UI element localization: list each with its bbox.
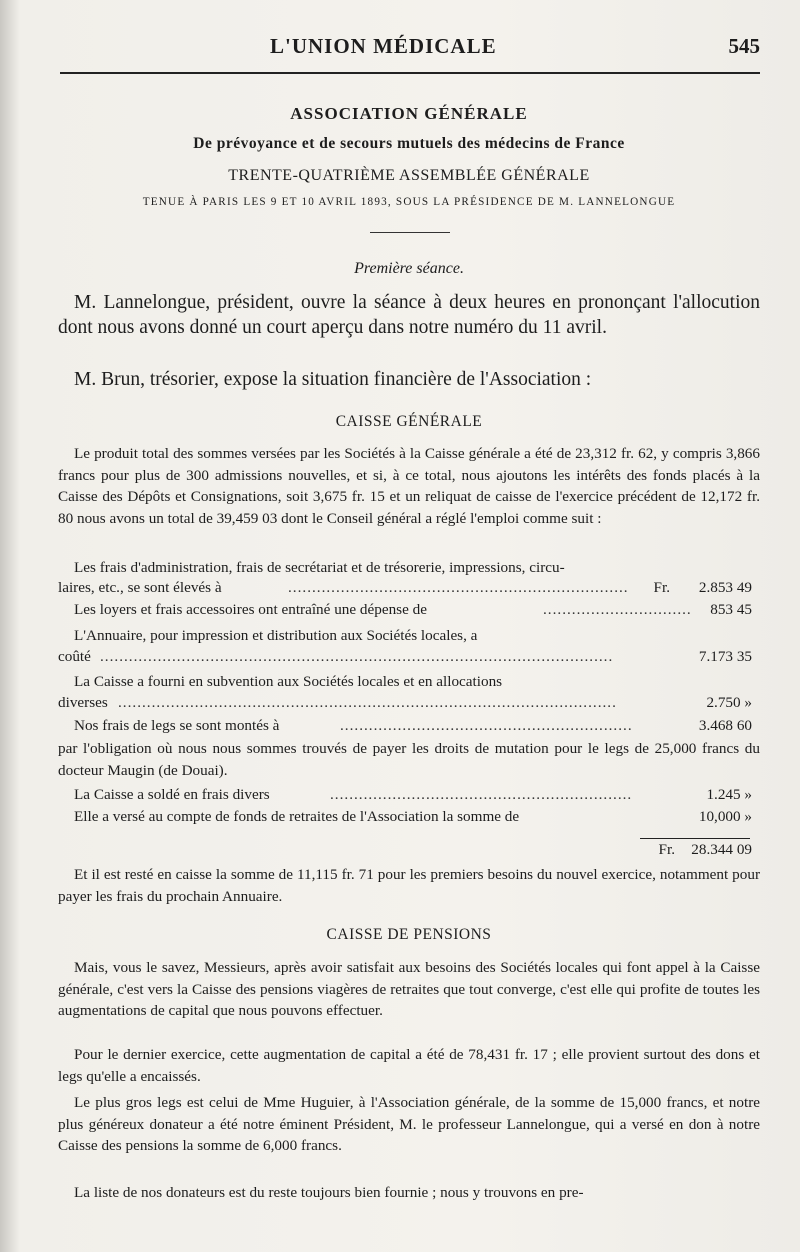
pensions-paragraph-4: La liste de nos donateurs est du reste toujours bien fournie ; nous y trouvons en pre- [74,1184,584,1201]
expense-loyers-row [58,601,760,623]
pensions-paragraph-3: Le plus gros legs est celui de Mme Huguier, à l'Association générale, de la somme de 15,000 francs, et notre plus généreux donateur a été notre éminent Président, M. le professeur Lannelongue, qui a versé en don à notre Caisse des pensions la somme de 6,000 francs. [58,1094,760,1154]
opening-paragraph: M. Lannelongue, président, ouvre la séance à deux heures en prononçant l'allocution dont nous avons donné un court aperçu dans notre numéro du 11 avril. [58,292,760,338]
treasurer-paragraph: M. Brun, trésorier, expose la situation financière de l'Association : [74,369,592,390]
expense-retraites-amount: 10,000 » [698,808,752,825]
expense-loyers-amount: 853 45 [710,601,752,618]
leader-dots: ............................... [543,601,692,618]
expense-retraites-row [58,808,760,830]
expense-annuaire-line1: L'Annuaire, pour impression et distribution aux Sociétés locales, a [74,627,478,644]
page-number: 545 [728,34,760,58]
expense-subvention-line1: La Caisse a fourni en subvention aux Sociétés locales et en allocations [74,673,503,690]
caisse-generale-intro: Le produit total des sommes versées par les Sociétés à la Caisse générale a été de 23,312 fr. 62, y compris 3,866 francs pour plus de 300 admissions nouvelles, et si, à ce total, nous ajoutons les intérêts des fonds placés à la Caisse des Dépôts et Consignations, soit 3,675 fr. 15 et un reliquat de caisse de l'exercice précédent de 12,172 fr. 80 nous avons un total de 39,459 03 dont le Conseil général a réglé l'emploi comme suit : [58,445,760,527]
expense-admin-line1: Les frais d'administration, frais de secrétariat et de trésorerie, impressions, circu- [74,559,565,576]
expense-annuaire-amount: 7.173 35 [698,648,752,665]
meeting-info: TENUE À PARIS LES 9 ET 10 AVRIL 1893, SOUS LA PRÉSIDENCE DE M. LANNELONGUE [142,196,676,208]
expense-loyers-label: Les loyers et frais accessoires ont entraîné une dépense de [74,601,427,618]
leader-dots: ........................................................................................................... [100,648,614,665]
header-rule [60,72,760,74]
page-header [60,34,760,74]
expense-legs-amount: 3.468 60 [698,717,752,734]
expense-legs-row [58,717,760,739]
leader-dots: ............................................................. [340,717,633,734]
expense-divers-label: La Caisse a soldé en frais divers [74,786,270,803]
leader-dots: ............................................................... [330,786,633,803]
pensions-paragraph-1: Mais, vous le savez, Messieurs, après avoir satisfait aux besoins des Sociétés locales qui font appel à la Caisse générale, c'est vers la Caisse des pensions viagères de retraites que tout converge, c'est elle qui profite de toutes les augmentations de capital que nous pouvons effectuer. [58,959,760,1019]
expense-annuaire-row [58,648,760,670]
association-subtitle: De prévoyance et de secours mutuels des médecins de France [193,135,625,152]
meeting-heading: TRENTE-QUATRIÈME ASSEMBLÉE GÉNÉRALE [228,167,590,184]
caisse-pensions-title: CAISSE DE PENSIONS [326,926,492,943]
expense-divers-amount: 1.245 » [706,786,752,803]
caisse-generale-title: CAISSE GÉNÉRALE [335,413,483,430]
running-title: L'UNION MÉDICALE [270,34,497,58]
expense-subvention-line2: diverses [58,694,108,711]
expense-annuaire-line2: coûté [58,648,91,665]
currency-label: Fr. [653,579,670,596]
expense-retraites-label: Elle a versé au compte de fonds de retraites de l'Association la somme de [74,808,520,825]
leader-dots: ....................................................................... [288,579,629,596]
legs-note: par l'obligation où nous nous sommes trouvés de payer les droits de mutation pour le legs de 25,000 francs du docteur Maugin (de Douai). [58,740,760,779]
expense-subvention-row [58,694,760,716]
expense-admin-amount: 2.853 49 [698,579,752,596]
section-divider [370,232,450,233]
total-row [58,841,760,863]
session-heading: Première séance. [354,260,464,277]
expense-admin-row [58,579,760,601]
expense-divers-row [58,786,760,808]
total-currency: Fr. [658,841,675,858]
pensions-paragraph-2: Pour le dernier exercice, cette augmentation de capital a été de 78,431 fr. 17 ; elle provient surtout des dons et legs qu'elle a encaissés. [58,1046,760,1085]
total-rule [640,838,750,839]
expense-legs-label: Nos frais de legs se sont montés à [74,717,280,734]
association-heading: ASSOCIATION GÉNÉRALE [290,104,528,123]
leader-dots: ........................................................................................................ [118,694,617,711]
expense-admin-line2: laires, etc., se sont élevés à [58,579,222,596]
expense-subvention-amount: 2.750 » [706,694,752,711]
caisse-generale-closing: Et il est resté en caisse la somme de 11,115 fr. 71 pour les premiers besoins du nouvel exercice, notamment pour payer les frais du prochain Annuaire. [58,866,760,905]
total-amount: 28.344 09 [691,841,752,858]
